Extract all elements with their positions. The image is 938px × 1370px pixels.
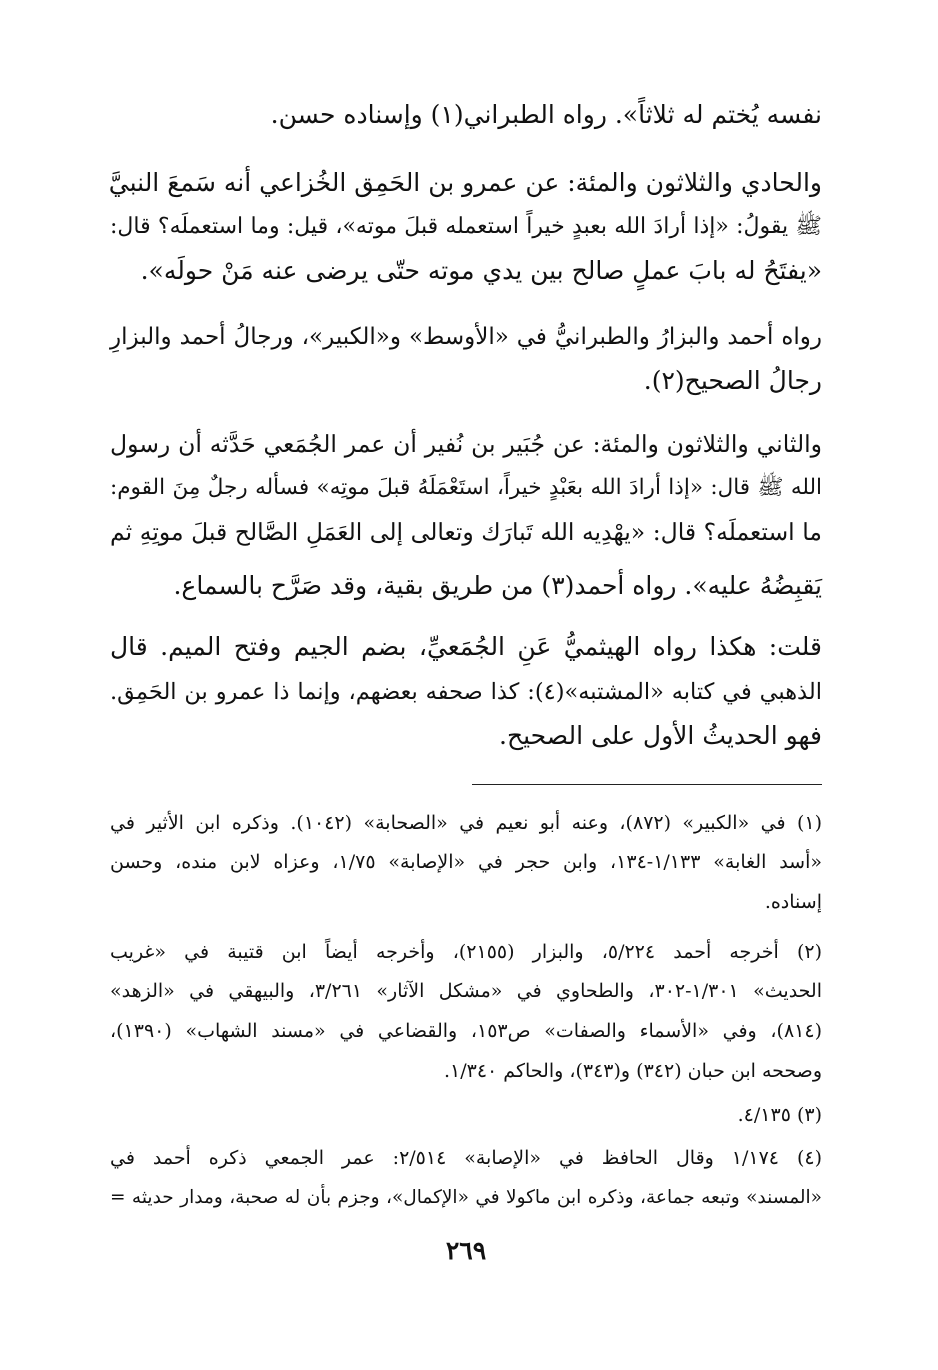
footnote-line: إسناده. <box>764 891 822 913</box>
page-number: ٢٦٩ <box>445 1236 487 1265</box>
main-text-line: رجالُ الصحيح(٢). <box>643 366 822 395</box>
main-text-line: والثاني والثلاثون والمئة: عن جُبَير بن نُفير أن عمر الجُمَعي حَدَّثه أن رسول <box>110 430 822 458</box>
footnote-line: الحديث» ١/٣٠١-٣٠٢، والطحاوي في «مشكل الآثار» ٣/٢٦١، والبيهقي في «الزهد» <box>110 980 822 1002</box>
footnote-line: (٨١٤)، وفي «الأسماء والصفات» ص١٥٣، والقضاعي في «مسند الشهاب» (١٣٩٠)، <box>110 1020 822 1042</box>
main-text-line: والحادي والثلاثون والمئة: عن عمرو بن الحَمِق الخُزاعي أنه سَمعَ النبيَّ <box>108 168 822 197</box>
main-text-line: الله ﷺ قال: «إذا أرادَ الله بعَبْدٍ خيراً، استَعْمَلَهُ قبلَ موتِه» فسأله رجلٌ مِنَ القوم: <box>110 475 822 500</box>
book-page <box>110 0 822 1370</box>
main-text-line: قلت: هكذا رواه الهيثميُّ عَنِ الجُمَعيِّ، بضم الجيم وفتح الميم. قال <box>110 632 823 661</box>
main-text-line: ما استعملَه؟ قال: «يهْدِيه الله تَبارَك وتعالى إلى العَمَلِ الصَّالح قبلَ موتِهِ ثم <box>110 518 822 546</box>
main-text-line: ﷺ يقولُ: «إذا أرادَ الله بعبدٍ خيراً استعمله قبلَ موته»، قيل: وما استعملَه؟ قال: <box>110 214 822 239</box>
footnote-separator <box>472 784 822 785</box>
footnote-line: «المسند» وتبعه جماعة، وذكره ابن ماكولا في «الإكمال»، وجزم بأن له صحبة، ومدار حديثه = <box>110 1187 822 1208</box>
footnote-line: (٤) ١/١٧٤ وقال الحافظ في «الإصابة» ٢/٥١٤: عمر الجمعي ذكره أحمد في <box>110 1147 823 1169</box>
footnote-line: (٢) أخرجه أحمد ٥/٢٢٤، والبزار (٢١٥٥)، وأخرجه أيضاً ابن قتيبة في «غريب <box>110 941 823 963</box>
footnote-line: «أسد الغابة» ١/١٣٣-١٣٤، وابن حجر في «الإصابة» ١/٧٥، وعزاه لابن منده، وحسن <box>110 851 822 873</box>
footnote-line: (١) في «الكبير» (٨٧٢)، وعنه أبو نعيم في «الصحابة» (١٠٤٢). وذكره ابن الأثير في <box>110 812 822 834</box>
footnote-line: (٣) ٤/١٣٥. <box>737 1104 822 1126</box>
footnote-line: وصححه ابن حبان (٣٤٢) و(٣٤٣)، والحاكم ١/٣٤٠. <box>443 1060 822 1082</box>
main-text-line: فهو الحديثُ الأول على الصحيح. <box>499 721 822 750</box>
main-text-line: رواه أحمد والبزارُ والطبرانيُّ في «الأوسط» و«الكبير»، ورجالُ أحمد والبزارِ <box>110 324 822 350</box>
main-text-line: «يفتَحُ له بابَ عملٍ صالح بين يدي موته حتّى يرضى عنه مَنْ حولَه». <box>140 256 822 285</box>
main-text-line: يَقبِضُهُ عليه». رواه أحمد(٣) من طريق بقية، وقد صَرَّح بالسماع. <box>173 571 822 600</box>
main-text-line: الذهبي في كتابه «المشتبه»(٤): كذا صحفه بعضهم، وإنما ذا عمرو بن الحَمِق. <box>110 679 822 705</box>
main-text-line: نفسه يُختم له ثلاثاً». رواه الطبراني(١) وإسناده حسن. <box>270 100 822 129</box>
